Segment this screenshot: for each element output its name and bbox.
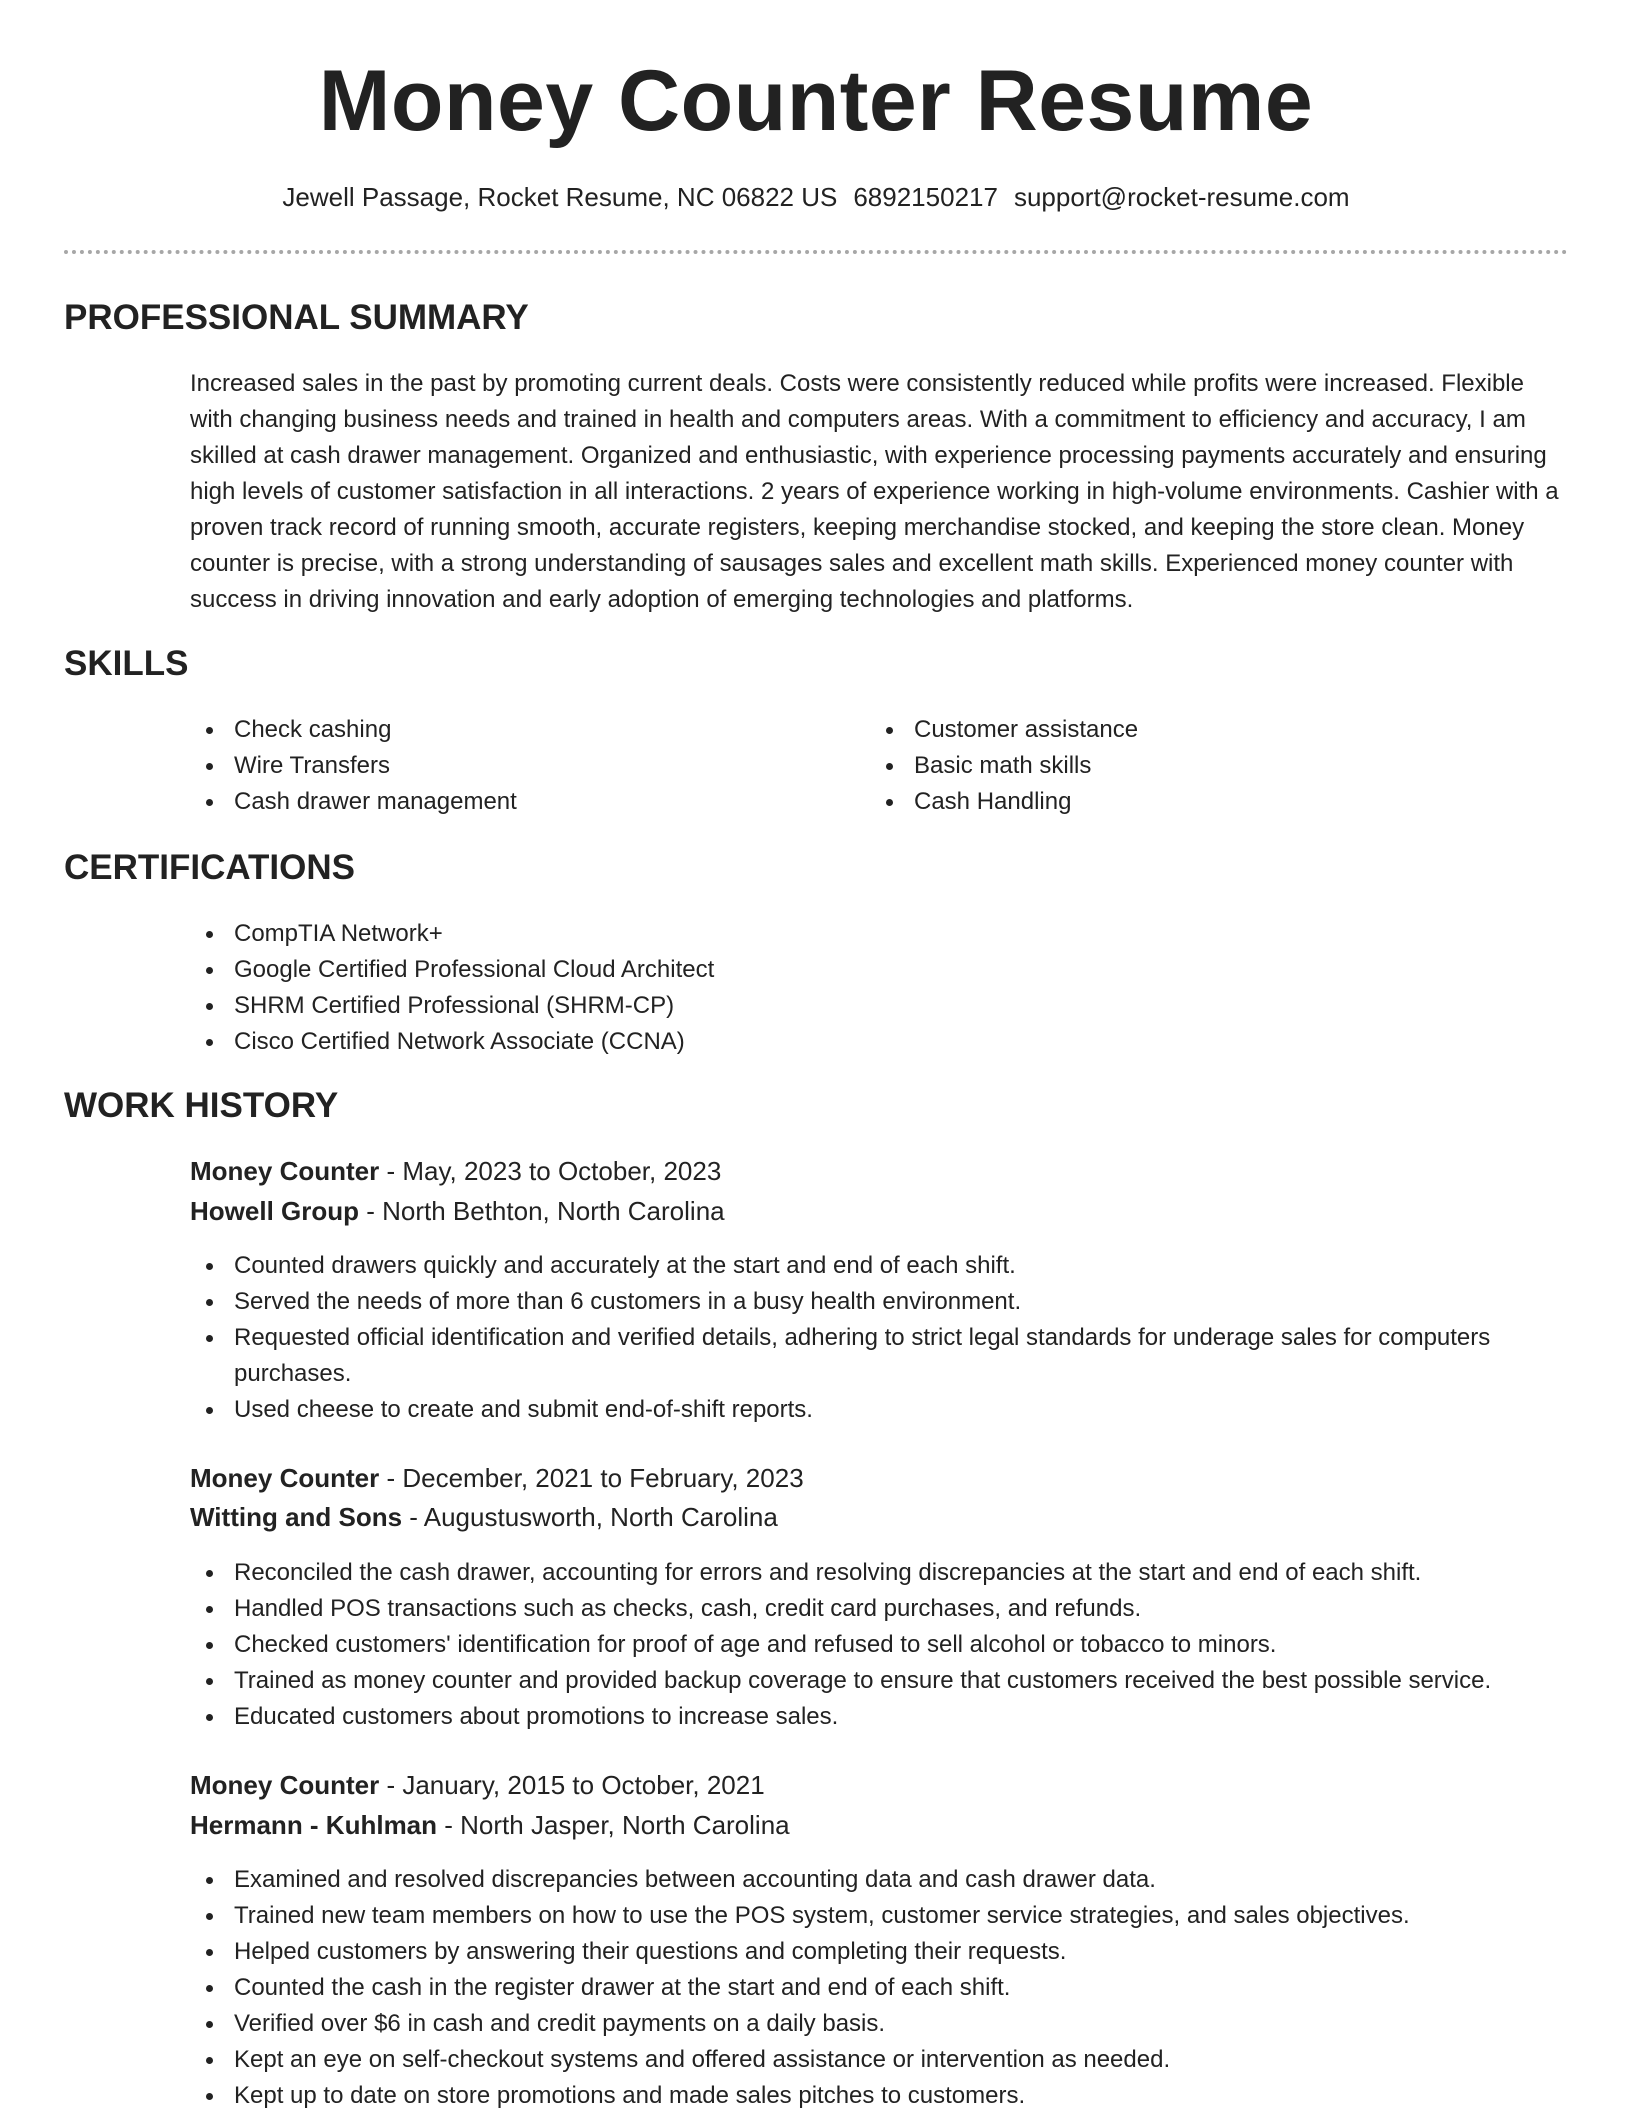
job-bullets: [190, 1248, 1570, 1428]
certification-item: SHRM Certified Professional (SHRM-CP): [190, 988, 1570, 1024]
job-company: Witting and Sons: [190, 1502, 403, 1532]
job-title: Money Counter: [190, 1463, 380, 1493]
job-dates: - December, 2021 to February, 2023: [379, 1463, 804, 1493]
certification-item: Google Certified Professional Cloud Architect: [190, 952, 1570, 988]
job-bullet: Requested official identification and verified details, adhering to strict legal standards for underage sales for computers purchases.: [190, 1320, 1570, 1392]
job-bullet: Reconciled the cash drawer, accounting for errors and resolving discrepancies at the start and end of each shift.: [190, 1555, 1570, 1591]
job-dates: - May, 2023 to October, 2023: [379, 1156, 722, 1186]
skill-item: Basic math skills: [870, 748, 1510, 784]
job-title-line: [190, 1156, 721, 1187]
job-location: - North Bethton, North Carolina: [359, 1196, 725, 1226]
summary-text: Increased sales in the past by promoting current deals. Costs were consistently reduced while profits were increased. Flexible with changing business needs and trained in health and computers areas. With a commitment to efficiency and accuracy, I am skilled at cash drawer management. Organized and enthusiastic, with experience processing payments accurately and ensuring high levels of customer satisfaction in all interactions. 2 years of experience working in high-volume environments. Cashier with a proven track record of running smooth, accurate registers, keeping merchandise stocked, and keeping the store clean. Money counter is precise, with a strong understanding of sausages sales and excellent math skills. Experienced money counter with success in driving innovation and early adoption of emerging technologies and platforms.: [190, 370, 1559, 613]
job-title-line: [190, 1770, 765, 1801]
job-bullet: Kept an eye on self-checkout systems and offered assistance or intervention as needed.: [190, 2042, 1570, 2078]
header-divider: [64, 250, 1568, 254]
job-company: Howell Group: [190, 1196, 359, 1226]
job-bullet: Used cheese to create and submit end-of-shift reports.: [190, 1392, 1570, 1428]
job-title: Money Counter: [190, 1156, 380, 1186]
certification-item: CompTIA Network+: [190, 916, 1570, 952]
contact-address: Jewell Passage, Rocket Resume, NC 06822 US: [282, 182, 838, 212]
job-title: Money Counter: [190, 1770, 380, 1800]
certification-item: Cisco Certified Network Associate (CCNA): [190, 1024, 1570, 1060]
contact-email: support@rocket-resume.com: [1013, 182, 1350, 212]
job-company-line: [190, 1502, 778, 1533]
job-location: - North Jasper, North Carolina: [437, 1810, 790, 1840]
job-location: - Augustusworth, North Carolina: [402, 1502, 778, 1532]
job-bullets: [190, 1862, 1570, 2112]
job-company: Hermann - Kuhlman: [190, 1810, 438, 1840]
skills-list-left: [190, 712, 830, 820]
job-dates: - January, 2015 to October, 2021: [379, 1770, 765, 1800]
skills-heading: SKILLS: [64, 644, 189, 683]
resume-title: Money Counter Resume: [318, 53, 1314, 149]
skill-item: Cash drawer management: [190, 784, 830, 820]
summary-heading: PROFESSIONAL SUMMARY: [64, 298, 529, 337]
contact-phone: 6892150217: [853, 182, 998, 212]
certifications-heading: CERTIFICATIONS: [64, 848, 356, 887]
contact-line: [0, 182, 1632, 213]
job-bullet: Checked customers' identification for proof of age and refused to sell alcohol or tobacco to minors.: [190, 1627, 1570, 1663]
job-bullet: Verified over $6 in cash and credit payments on a daily basis.: [190, 2006, 1570, 2042]
job-bullet: Kept up to date on store promotions and made sales pitches to customers.: [190, 2078, 1570, 2112]
job-company-line: [190, 1196, 725, 1227]
job-bullet: Counted the cash in the register drawer at the start and end of each shift.: [190, 1970, 1570, 2006]
skill-item: Customer assistance: [870, 712, 1510, 748]
job-company-line: [190, 1810, 790, 1841]
skill-item: Cash Handling: [870, 784, 1510, 820]
job-bullet: Examined and resolved discrepancies between accounting data and cash drawer data.: [190, 1862, 1570, 1898]
skill-item: Wire Transfers: [190, 748, 830, 784]
job-bullets: [190, 1555, 1570, 1735]
skills-list-right: [870, 712, 1510, 820]
job-bullet: Helped customers by answering their questions and completing their requests.: [190, 1934, 1570, 1970]
work-history-heading: WORK HISTORY: [64, 1086, 339, 1125]
job-bullet: Counted drawers quickly and accurately at the start and end of each shift.: [190, 1248, 1570, 1284]
job-bullet: Handled POS transactions such as checks, cash, credit card purchases, and refunds.: [190, 1591, 1570, 1627]
skill-item: Check cashing: [190, 712, 830, 748]
job-bullet: Served the needs of more than 6 customers in a busy health environment.: [190, 1284, 1570, 1320]
job-title-line: [190, 1463, 804, 1494]
job-bullet: Trained new team members on how to use the POS system, customer service strategies, and sales objectives.: [190, 1898, 1570, 1934]
job-bullet: Educated customers about promotions to increase sales.: [190, 1699, 1570, 1735]
certifications-list: [190, 916, 1570, 1060]
job-bullet: Trained as money counter and provided backup coverage to ensure that customers received the best possible service.: [190, 1663, 1570, 1699]
